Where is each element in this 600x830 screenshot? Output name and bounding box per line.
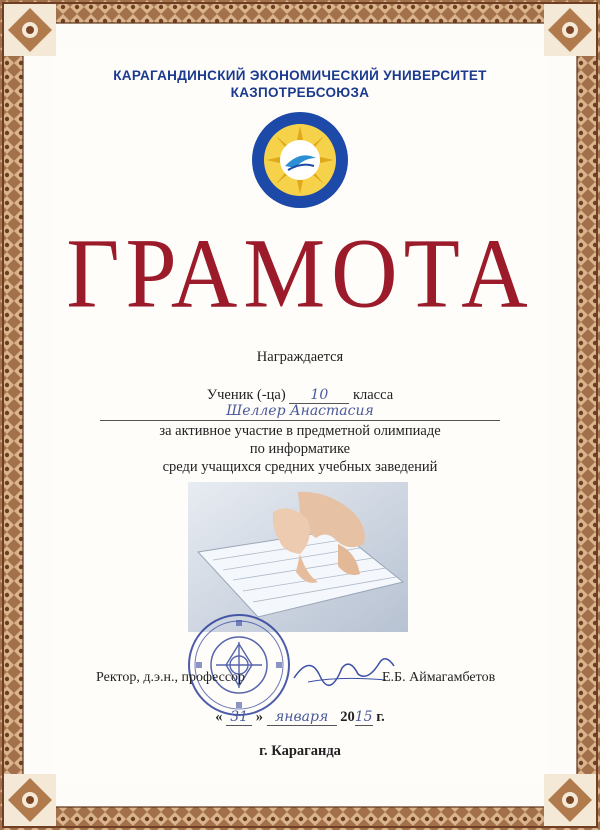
award-reason-line3: среди учащихся средних учебных заведений (162, 459, 438, 475)
date-open-quote: « (215, 709, 223, 725)
student-prefix: Ученик (-ца) (206, 387, 286, 403)
name-underline (100, 420, 500, 421)
corner-ornament-icon (544, 4, 596, 56)
date-year-prefix: 20 (340, 709, 355, 725)
university-name-line2: КАЗПОТРЕБСОЮЗА (230, 85, 370, 100)
official-seal-icon (186, 612, 292, 718)
award-intro: Награждается (256, 349, 344, 365)
grade-value: 10 (289, 387, 349, 404)
date-month: января (267, 709, 337, 726)
date-day: 31 (226, 709, 252, 726)
award-reason-line1: за активное участие в предметной олимпиаде (159, 423, 441, 439)
corner-ornament-icon (4, 774, 56, 826)
certificate-title: ГРАМОТА (66, 217, 534, 329)
university-name-line1: КАРАГАНДИНСКИЙ ЭКОНОМИЧЕСКИЙ УНИВЕРСИТЕТ (113, 68, 487, 83)
rector-position: Ректор, д.э.н., профессор (96, 670, 246, 685)
date-close-quote: » (255, 709, 263, 725)
student-grade-line (0, 387, 600, 404)
university-logo-icon (250, 110, 350, 210)
award-reason-line2: по информатике (249, 441, 351, 457)
city-name: г. Караганда (259, 743, 341, 759)
corner-ornament-icon (544, 774, 596, 826)
keyboard-hands-image (188, 482, 408, 632)
student-name: Шеллер Анастасия (226, 403, 374, 419)
corner-ornament-icon (4, 4, 56, 56)
date-year-end: г. (376, 709, 385, 725)
date-year-suffix: 15 (354, 709, 373, 725)
student-suffix: класса (352, 387, 394, 403)
issue-date (0, 709, 600, 726)
rector-name: Е.Б. Аймагамбетов (382, 670, 496, 685)
